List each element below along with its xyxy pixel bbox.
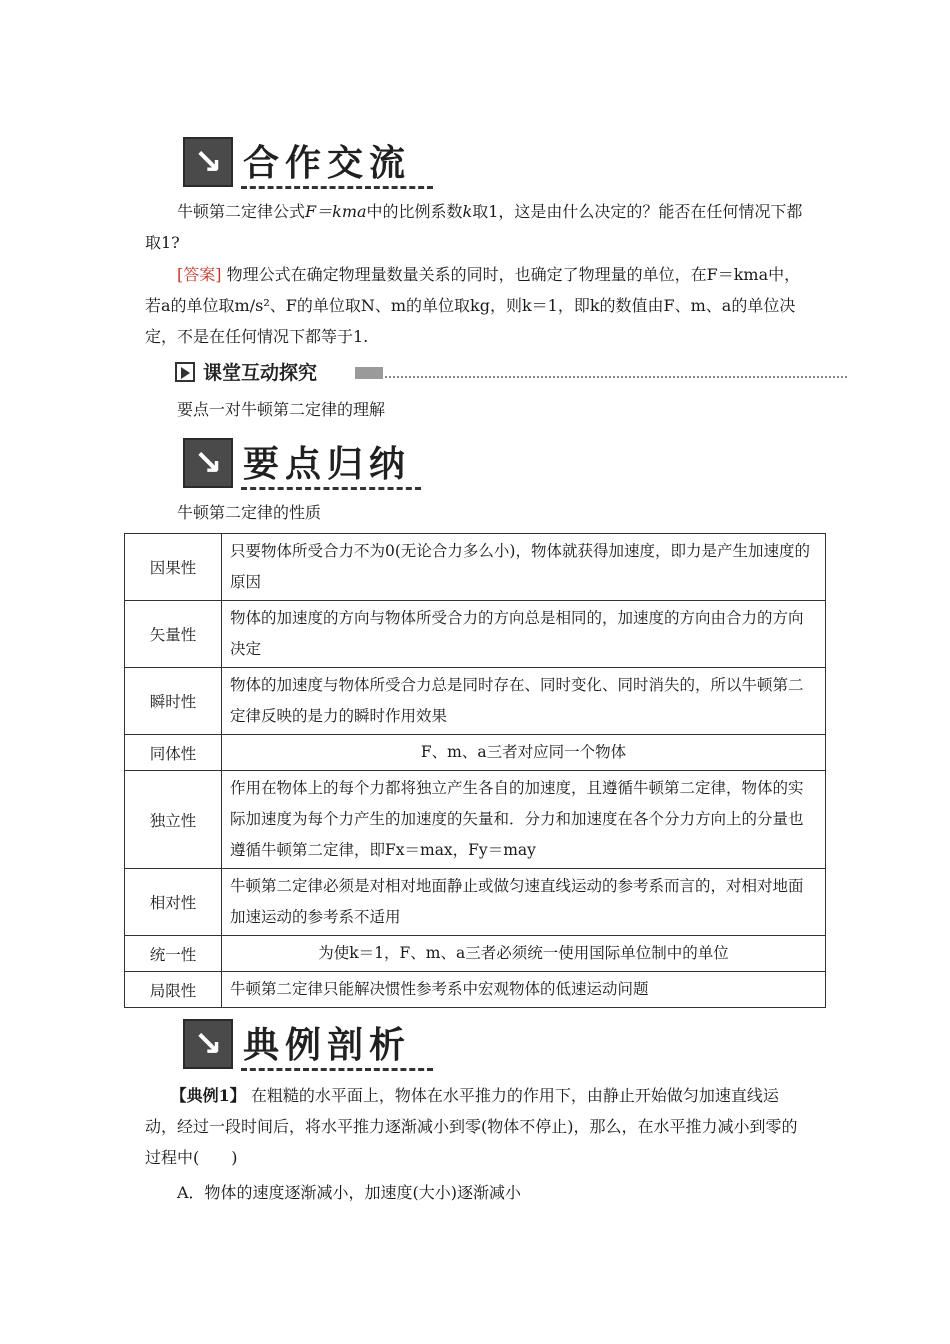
example-text: 在粗糙的水平面上，物体在水平推力的作用下，由静止开始做匀加速直线运动，经过一段时间后，将水平推力逐渐减小到零(物体不停止)，那么，在水平推力减小到零的过程中( ) xyxy=(145,1086,798,1167)
property-desc: 物体的加速度的方向与物体所受合力的方向总是相同的，加速度的方向由合力的方向决定 xyxy=(222,601,826,668)
section-heading xyxy=(175,358,847,384)
table-row xyxy=(125,735,826,771)
example-paragraph xyxy=(145,1080,810,1173)
property-desc: 牛顿第二定律必须是对相对地面静止或做匀速直线运动的参考系而言的，对相对地面加速运动的参考系不适用 xyxy=(222,869,826,936)
answer-paragraph xyxy=(145,259,810,352)
table-row xyxy=(125,869,826,936)
banner-title: 要点归纳 xyxy=(243,443,412,485)
table-row xyxy=(125,972,826,1008)
question-paragraph: 牛顿第二定律公式F＝kma中的比例系数k取1，这是由什么决定的？能否在任何情况下都取1? xyxy=(145,202,803,252)
property-name: 相对性 xyxy=(125,869,222,936)
property-name: 矢量性 xyxy=(125,601,222,668)
banner-cooperation xyxy=(183,135,433,189)
table-row xyxy=(125,668,826,735)
property-name: 因果性 xyxy=(125,534,222,601)
chevron-right-icon: ↘ xyxy=(183,1019,233,1069)
banner-title: 合作交流 xyxy=(243,142,412,184)
table-caption: 牛顿第二定律的性质 xyxy=(177,503,322,522)
play-icon xyxy=(175,362,195,382)
property-name: 统一性 xyxy=(125,936,222,972)
property-desc: 物体的加速度与物体所受合力总是同时存在、同时变化、同时消失的，所以牛顿第二定律反映的是力的瞬时作用效果 xyxy=(222,668,826,735)
property-desc: F、m、a三者对应同一个物体 xyxy=(222,735,826,771)
property-desc: 只要物体所受合力不为0(无论合力多么小)，物体就获得加速度，即力是产生加速度的原因 xyxy=(222,534,826,601)
point-title: 要点一对牛顿第二定律的理解 xyxy=(177,400,386,419)
property-desc: 作用在物体上的每个力都将独立产生各自的加速度，且遵循牛顿第二定律，物体的实际加速度为每个力产生的加速度的矢量和．分力和加速度在各个分力方向上的分量也遵循牛顿第二定律，即Fx＝max，Fy＝may xyxy=(222,771,826,869)
example-tag: 【典例1】 xyxy=(170,1086,246,1105)
answer-tag: [答案] xyxy=(177,265,222,284)
property-name: 同体性 xyxy=(125,735,222,771)
answer-text: 物理公式在确定物理量数量关系的同时，也确定了物理量的单位，在F＝kma中，若a的单位取m/s²、F的单位取N、m的单位取kg，则k＝1，即k的数值由F、m、a的单位决定，不是在任何情况下都等于1. xyxy=(145,265,801,346)
table-row xyxy=(125,534,826,601)
properties-table xyxy=(124,533,826,1008)
property-desc: 为使k＝1，F、m、a三者必须统一使用国际单位制中的单位 xyxy=(222,936,826,972)
property-name: 局限性 xyxy=(125,972,222,1008)
property-desc: 牛顿第二定律只能解决惯性参考系中宏观物体的低速运动问题 xyxy=(222,972,826,1008)
banner-examples xyxy=(183,1017,433,1071)
property-name: 瞬时性 xyxy=(125,668,222,735)
chevron-right-icon: ↘ xyxy=(183,438,233,488)
banner-key-points xyxy=(183,436,421,490)
option-a: A．物体的速度逐渐减小，加速度(大小)逐渐减小 xyxy=(177,1183,522,1202)
chevron-right-icon: ↘ xyxy=(183,137,233,187)
section-title: 课堂互动探究 xyxy=(203,362,318,384)
banner-title: 典例剖析 xyxy=(243,1024,412,1066)
table-row xyxy=(125,771,826,869)
table-row xyxy=(125,936,826,972)
table-row xyxy=(125,601,826,668)
property-name: 独立性 xyxy=(125,771,222,869)
